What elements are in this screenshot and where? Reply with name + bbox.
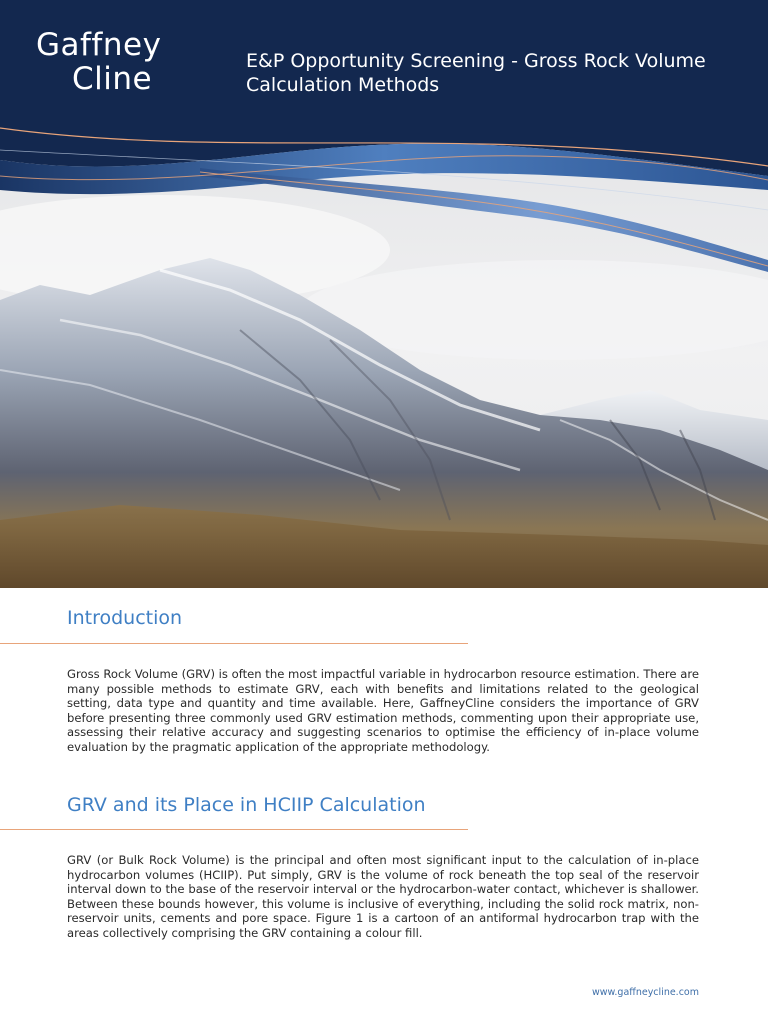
hero-mountain-image: [0, 120, 768, 588]
section-heading-introduction: Introduction: [67, 607, 183, 629]
logo-line-1: Gaffney: [36, 27, 162, 63]
document-title: E&P Opportunity Screening - Gross Rock Volume Calculation Methods: [246, 50, 706, 96]
website-link[interactable]: www.gaffneycline.com: [591, 987, 699, 998]
section-divider: [0, 643, 468, 644]
section-divider: [0, 829, 468, 830]
introduction-paragraph: Gross Rock Volume (GRV) is often the most impactful variable in hydrocarbon resource estimation. There are many possible methods to estimate GRV, each with benefits and limitations related to the geological setting, data type and quantity and time available. Here, GaffneyCline considers the importance of GRV before presenting three commonly used GRV estimation methods, commenting upon their appropriate use, assessing their relative accuracy and suggesting scenarios to optimise the efficiency of in-place volume evaluation by the pragmatic application of the appropriate methodology.: [67, 667, 699, 754]
section-heading-grv: GRV and its Place in HCIIP Calculation: [67, 794, 426, 816]
logo-line-2: Cline: [72, 61, 153, 97]
company-logo: [36, 28, 186, 96]
grv-paragraph: GRV (or Bulk Rock Volume) is the principal and often most significant input to the calculation of in-place hydrocarbon volumes (HCIIP). Put simply, GRV is the volume of rock beneath the top seal of the reservoir interval down to the base of the reservoir interval or the hydrocarbon-water contact, whichever is shallower. Between these bounds however, this volume is inclusive of everything, including the solid rock matrix, non-reservoir units, cements and pore space. Figure 1 is a cartoon of an antiformal hydrocarbon trap with the areas collectively comprising the GRV containing a colour fill.: [67, 853, 699, 940]
